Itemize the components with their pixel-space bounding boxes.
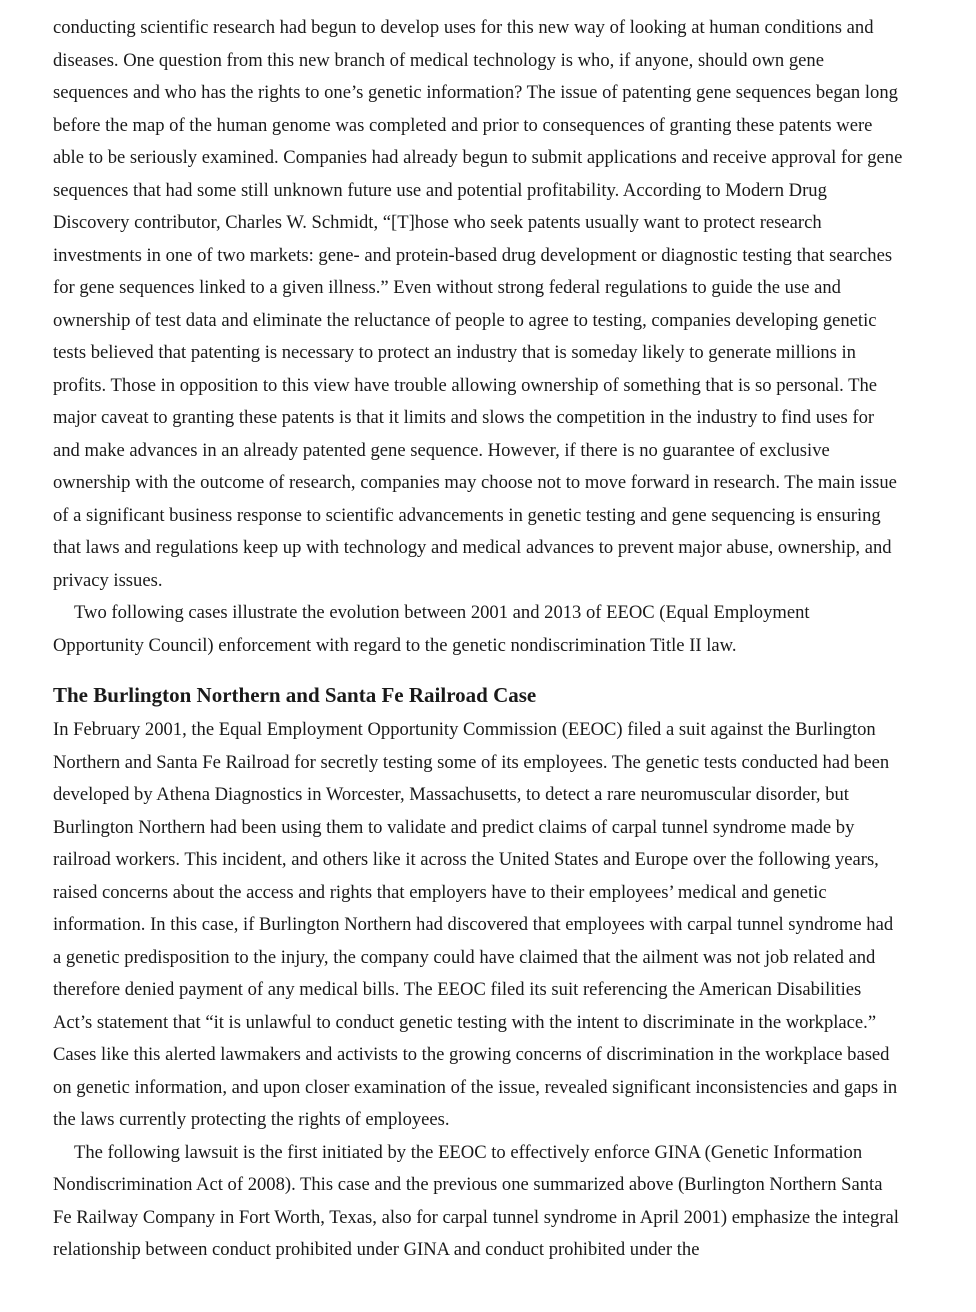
body-paragraph-burlington: In February 2001, the Equal Employment Opportunity Commission (EEOC) filed a suit against the Burlington Northern and Santa Fe Railroad for secretly testing some of its employees. The genetic tests conducted had been developed by Athena Diagnostics in Worcester, Massachusetts, to detect a rare neuromuscular disorder, but Burlington Northern had been using them to validate and predict claims of carpal tunnel syndrome made by railroad workers. This incident, and others like it across the United States and Europe over the following years, raised concerns about the access and rights that employers have to their employees’ medical and genetic information. In this case, if Burlington Northern had discovered that employees with carpal tunnel syndrome had a genetic predisposition to the injury, the company could have claimed that the ailment was not job related and therefore denied payment of any medical bills. The EEOC filed its suit referencing the American Disabilities Act’s statement that “it is unlawful to conduct genetic testing with the intent to discriminate in the workplace.” Cases like this alerted lawmakers and activists to the growing concerns of discrimination in the workplace based on genetic information, and upon closer examination of the issue, revealed significant inconsistencies and gaps in the laws currently protecting the rights of employees. xyxy=(53,719,898,1130)
body-paragraph-cases-intro: Two following cases illustrate the evolution between 2001 and 2013 of EEOC (Equal Employment Opportunity Council) enforcement with regard to the genetic nondiscrimination Title II law. xyxy=(53,602,810,656)
body-paragraph-gina: The following lawsuit is the first initiated by the EEOC to effectively enforce GINA (Genetic Information Nondiscrimination Act of 2008). This case and the previous one summarized above (Burlington Northern Santa Fe Railway Company in Fort Worth, Texas, also for carpal tunnel syndrome in April 2001) emphasize the integral relationship between conduct prohibited under GINA and conduct prohibited under the xyxy=(53,1141,899,1260)
body-paragraph-patents: conducting scientific research had begun to develop uses for this new way of looking at human conditions and diseases. One question from this new branch of medical technology is who, if anyone, should own gene sequences and who has the rights to one’s genetic information? The issue of patenting gene sequences began long before the map of the human genome was completed and prior to consequences of granting these patents were able to be seriously examined. Companies had already begun to submit applications and receive approval for gene sequences that had some still unknown future use and potential profitability. According to Modern Drug Discovery contributor, Charles W. Schmidt, “[T]hose who seek patents usually want to protect research investments in one of two markets: gene- and protein-based drug development or diagnostic testing that searches for gene sequences linked to a given illness.” Even without strong federal regulations to guide the use and ownership of test data and eliminate the reluctance of people to agree to testing, companies developing genetic tests believed that patenting is necessary to protect an industry that is someday likely to generate millions in profits. Those in opposition to this view have trouble allowing ownership of something that is so personal. The major caveat to granting these patents is that it limits and slows the competition in the industry to find uses for and make advances in an already patented gene sequence. However, if there is no guarantee of exclusive ownership with the outcome of research, companies may choose not to move forward in research. The main issue of a significant business response to scientific advancements in genetic testing and gene sequencing is ensuring that laws and regulations keep up with technology and medical advances to prevent major abuse, ownership, and privacy issues. xyxy=(53,17,903,591)
document-page xyxy=(53,12,903,1267)
section-heading: The Burlington Northern and Santa Fe Railroad Case xyxy=(53,683,537,707)
